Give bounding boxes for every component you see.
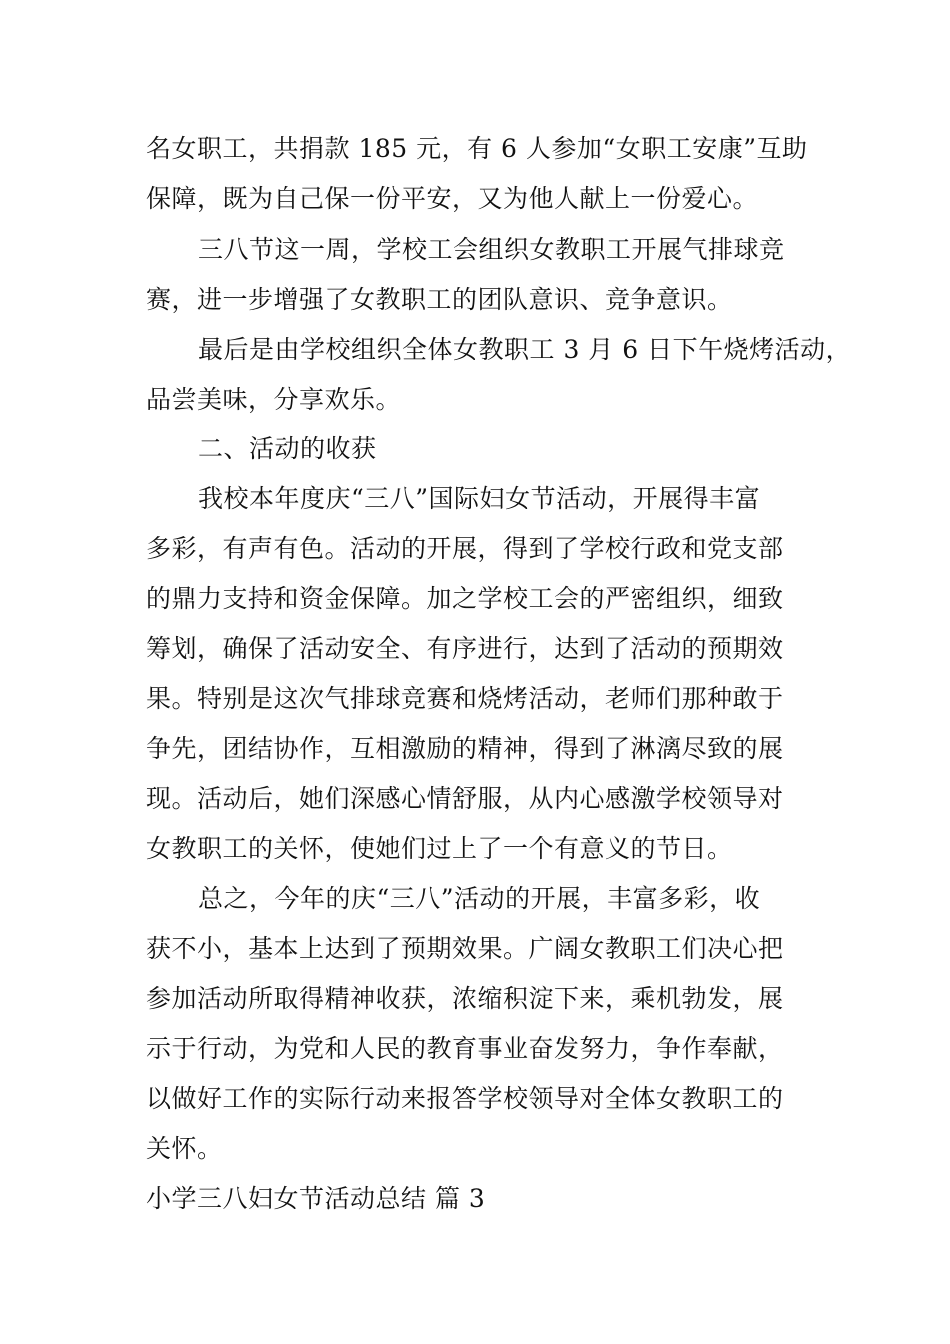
text-line: 获不小，基本上达到了预期效果。广阔女教职工们决心把	[146, 934, 784, 963]
text-line: 果。特别是这次气排球竞赛和烧烤活动，老师们那种敢于	[146, 684, 784, 713]
text-line: 争先，团结协作，互相激励的精神，得到了淋漓尽致的展	[146, 734, 784, 763]
paragraph-first-line: 最后是由学校组织全体女教职工 3 月 6 日下午烧烤活动，	[198, 335, 852, 364]
text-line: 示于行动，为党和人民的教育事业奋发努力，争作奉献，	[146, 1034, 784, 1063]
text-line: 以做好工作的实际行动来报答学校领导对全体女教职工的	[146, 1084, 784, 1113]
text-line: 保障，既为自己保一份平安，又为他人献上一份爱心。	[146, 184, 759, 213]
text-line: 名女职工，共捐款 185 元，有 6 人参加“女职工安康”互助	[146, 134, 808, 163]
text-line: 女教职工的关怀，使她们过上了一个有意义的节日。	[146, 834, 733, 863]
paragraph-first-line: 三八节这一周，学校工会组织女教职工开展气排球竞	[198, 235, 785, 264]
text-line: 多彩，有声有色。活动的开展，得到了学校行政和党支部	[146, 534, 784, 563]
text-line: 筹划，确保了活动安全、有序进行，达到了活动的预期效	[146, 634, 784, 663]
text-line: 品尝美味，分享欢乐。	[146, 385, 402, 414]
paragraph-first-line: 总之，今年的庆“三八”活动的开展，丰富多彩，收	[198, 884, 761, 913]
text-line: 关怀。	[146, 1134, 223, 1163]
section-heading: 二、活动的收获	[198, 434, 377, 463]
text-line: 的鼎力支持和资金保障。加之学校工会的严密组织，细致	[146, 584, 784, 613]
paragraph-first-line: 我校本年度庆“三八”国际妇女节活动，开展得丰富	[198, 484, 761, 513]
text-line: 赛，进一步增强了女教职工的团队意识、竞争意识。	[146, 285, 733, 314]
text-line: 现。活动后，她们深感心情舒服，从内心感激学校领导对	[146, 784, 784, 813]
text-line: 参加活动所取得精神收获，浓缩积淀下来，乘机勃发，展	[146, 984, 784, 1013]
section-title: 小学三八妇女节活动总结 篇 3	[146, 1184, 486, 1213]
